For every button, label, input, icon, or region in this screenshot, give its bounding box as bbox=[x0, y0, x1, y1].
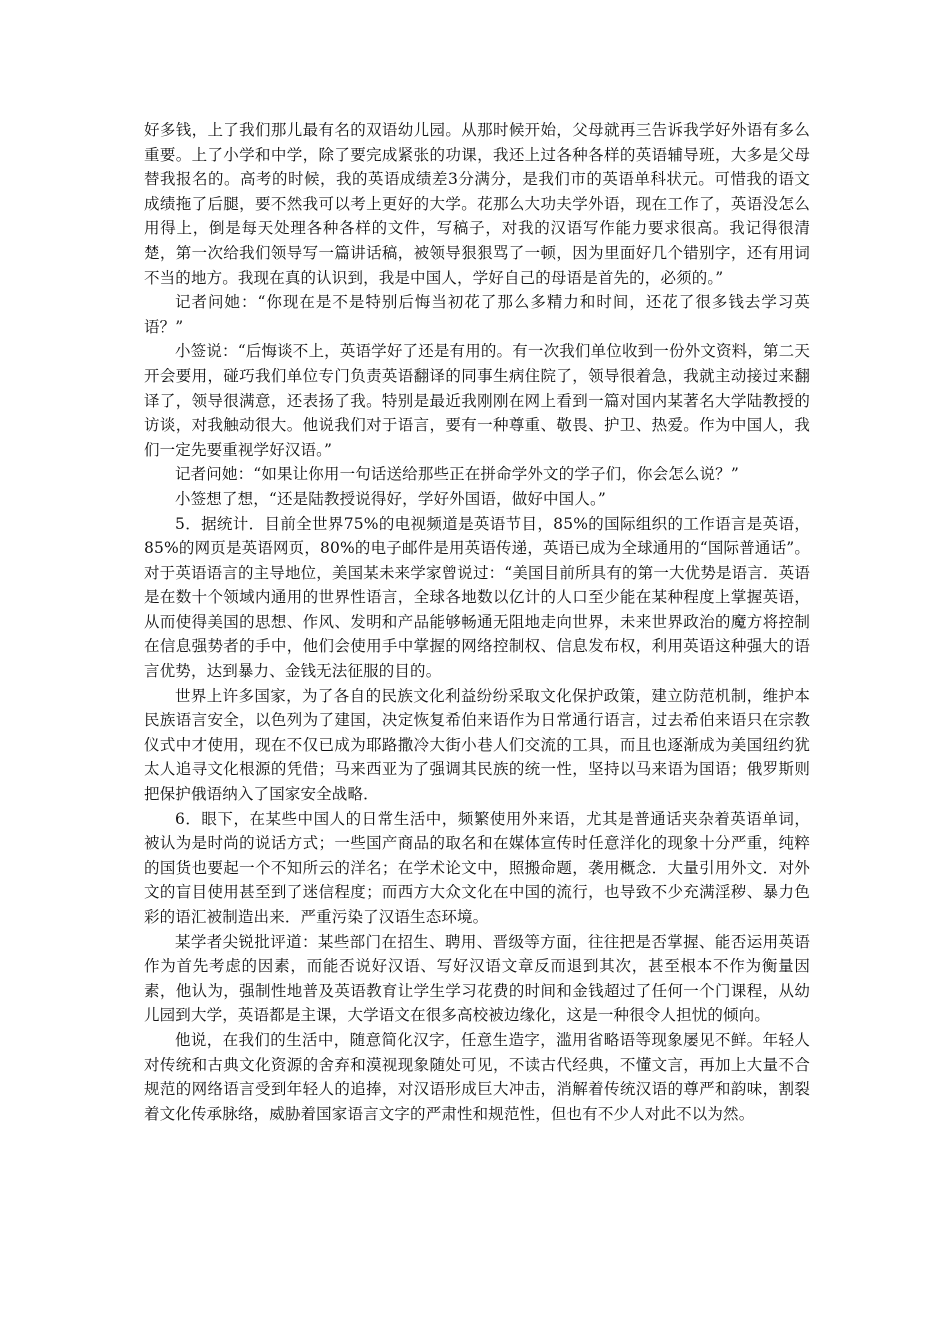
paragraph-item-5-continued: 世界上许多国家，为了各自的民族文化利益纷纷采取文化保护政策，建立防范机制，维护本民族语言安全，以色列为了建国，决定恢复希伯来语作为日常通行语言，过去希伯来语只在宗教仪式中才使用，现在不仅已成为耶路撒冷大街小巷人们交流的工具，而且也逐渐成为美国纽约犹太人追寻文化根源的凭借；马来西亚为了强调其民族的统一性，坚持以马来语为国语；俄罗斯则把保护俄语纳入了国家安全战略． bbox=[144, 686, 810, 804]
paragraph-scholar-criticism: 某学者尖锐批评道：某些部门在招生、聘用、晋级等方面，往往把是否掌握、能否运用英语作为首先考虑的因素，而能否说好汉语、写好汉语文章反而退到其次，甚至根本不作为衡量因素，他认为，强制性地普及英语教育让学生学习花费的时间和金钱超过了任何一个门课程，从幼儿园到大学，英语都是主课，大学语文在很多高校被边缘化，这是一种很令人担忧的倾向。 bbox=[144, 932, 810, 1025]
paragraph-item-6: 6．眼下，在某些中国人的日常生活中，频繁使用外来语，尤其是普通话夹杂着英语单词，被认为是时尚的说话方式；一些国产商品的取名和在媒体宣传时任意洋化的现象十分严重，纯粹的国货也要起一个不知所云的洋名；在学术论文中，照搬命题，袭用概念．大量引用外文．对外文的盲目使用甚至到了迷信程度；而西方大众文化在中国的流行，也导致不少充满淫秽、暴力色彩的语汇被制造出来．严重污染了汉语生态环境。 bbox=[144, 809, 810, 926]
paragraph-reporter-question-1: 记者问她：“你现在是不是特别后悔当初花了那么多精力和时间，还花了很多钱去学习英语？” bbox=[144, 293, 810, 336]
paragraph-continuation: 好多钱，上了我们那儿最有名的双语幼儿园。从那时候开始，父母就再三告诉我学好外语有多么重要。上了小学和中学，除了要完成紧张的功课，我还上过各种各样的英语辅导班，大多是父母替我报名的。高考的时候，我的英语成绩差3分满分，是我们市的英语单科状元。可惜我的语文成绩拖了后腿，要不然我可以考上更好的大学。花那么大功夫学外语，现在工作了，英语没怎么用得上，倒是每天处理各种各样的文件，写稿子，对我的汉语写作能力要求很高。我记得很清楚，第一次给我们领导写一篇讲话稿，被领导狠狠骂了一顿，因为里面好几个错别字，还有用词不当的地方。我现在真的认识到，我是中国人，学好自己的母语是首先的，必须的。” bbox=[144, 121, 810, 287]
paragraph-reporter-question-2: 记者问她：“如果让你用一句话送给那些正在拼命学外文的学子们，你会怎么说？” bbox=[175, 465, 739, 484]
paragraph-xiaoqian-answer-1: 小签说：“后悔谈不上，英语学好了还是有用的。有一次我们单位收到一份外文资料，第二天开会要用，碰巧我们单位专门负责英语翻译的同事生病住院了，领导很着急，我就主动接过来翻译了，领导很满意，还表扬了我。特别是最近我刚刚在网上看到一篇对国内某著名大学陆教授的访谈，对我触动很大。他说我们对于语言，要有一种尊重、敬畏、护卫、热爱。作为中国人，我们一定先要重视学好汉语。” bbox=[144, 342, 810, 459]
paragraph-item-5: 5．据统计．目前全世界75%的电视频道是英语节目，85%的国际组织的工作语言是英语，85%的网页是英语网页，80%的电子邮件是用英语传递，英语已成为全球通用的“国际普通话”。对于英语语言的主导地位，美国某未来学家曾说过：“美国目前所具有的第一大优势是语言．英语是在数十个领域内通用的世界性语言，全球各地数以亿计的人口至少能在某种程度上掌握英语，从而使得美国的思想、作风、发明和产品能够畅通无阻地走向世界，未来世界政治的魔方将控制在信息强势者的手中，他们会使用手中掌握的网络控制权、信息发布权，利用英语这种强大的语言优势，达到暴力、金钱无法征服的目的。 bbox=[144, 514, 810, 681]
paragraph-xiaoqian-answer-2: 小签想了想，“还是陆教授说得好，学好外国语，做好中国人。” bbox=[175, 489, 606, 508]
paragraph-scholar-remarks: 他说，在我们的生活中，随意简化汉字，任意生造字，滥用省略语等现象屡见不鲜。年轻人对传统和古典文化资源的舍弃和漠视现象随处可见，不读古代经典，不懂文言，再加上大量不合规范的网络语言受到年轻人的追捧，对汉语形成巨大冲击，消解着传统汉语的尊严和韵味，割裂着文化传承脉络，威胁着国家语言文字的严肃性和规范性，但也有不少人对此不以为然。 bbox=[144, 1030, 810, 1123]
